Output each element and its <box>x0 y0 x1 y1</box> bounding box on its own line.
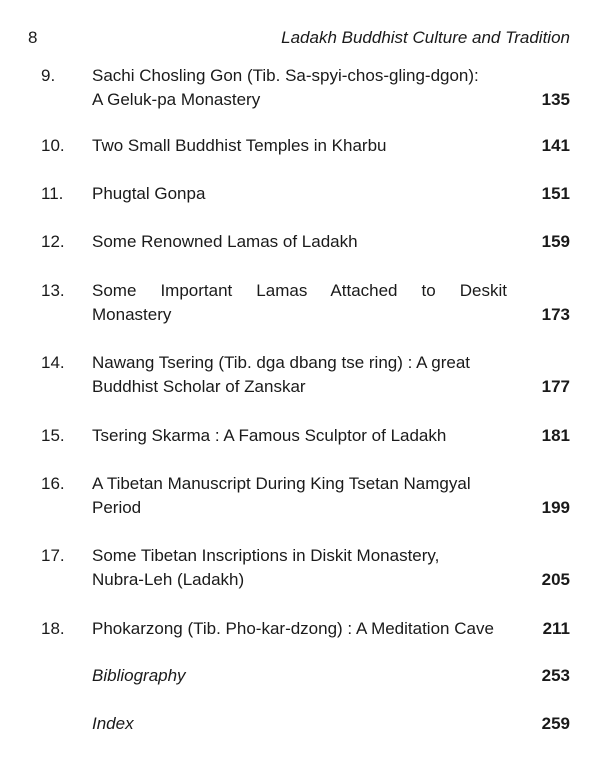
entry-number: 10. <box>41 136 65 155</box>
entry-page: 159 <box>541 232 570 251</box>
entry-number: 11. <box>41 184 64 203</box>
entry-title <box>92 182 507 206</box>
entry-title <box>92 472 507 520</box>
entry-number: 16. <box>41 474 65 493</box>
entry-title-line: Buddhist Scholar of Zanskar <box>92 377 306 396</box>
entry-number: 15. <box>41 426 65 445</box>
entry-number: 18. <box>41 619 65 638</box>
entry-title <box>92 351 507 399</box>
entry-title-line: Nawang Tsering (Tib. dga dbang tse ring) : A great <box>92 353 471 372</box>
entry-title-line: A Geluk-pa Monastery <box>92 90 261 109</box>
entry-number: 17. <box>41 546 65 565</box>
entry-title-line: Phokarzong (Tib. Pho-kar-dzong) : A Meditation Cave <box>92 619 494 638</box>
entry-number: 13. <box>41 281 65 300</box>
entry-title <box>92 64 507 112</box>
entry-title-line: Monastery <box>92 305 172 324</box>
entry-page: 259 <box>541 714 570 733</box>
entry-title-line: Tsering Skarma : A Famous Sculptor of Ladakh <box>92 426 447 445</box>
entry-title-line: Some Renowned Lamas of Ladakh <box>92 232 358 251</box>
entry-title <box>92 279 507 327</box>
entry-page: 151 <box>541 184 570 203</box>
entry-title <box>92 230 507 254</box>
entry-title-line: Some Important Lamas Attached to Deskit <box>92 281 507 300</box>
entry-title-line: A Tibetan Manuscript During King Tsetan Namgyal <box>92 474 471 493</box>
back-matter-title: Bibliography <box>92 666 186 685</box>
entry-page: 173 <box>541 305 570 324</box>
entry-page: 135 <box>541 90 570 109</box>
page-number: 8 <box>28 28 38 47</box>
entry-title-line: Nubra-Leh (Ladakh) <box>92 570 245 589</box>
entry-title <box>92 544 507 592</box>
entry-title <box>92 617 507 641</box>
entry-number: 14. <box>41 353 65 372</box>
entry-number: 12. <box>41 232 65 251</box>
entry-page: 181 <box>541 426 570 445</box>
entry-page: 205 <box>541 570 570 589</box>
entry-page: 211 <box>542 619 570 638</box>
entry-title <box>92 134 507 158</box>
back-matter-title: Index <box>92 714 134 733</box>
running-title: Ladakh Buddhist Culture and Tradition <box>281 28 570 47</box>
entry-page: 199 <box>541 498 570 517</box>
entry-title-line: Sachi Chosling Gon (Tib. Sa-spyi-chos-gling-dgon): <box>92 66 479 85</box>
entry-page: 253 <box>541 666 570 685</box>
entry-page: 177 <box>541 377 570 396</box>
entry-number: 9. <box>41 66 56 85</box>
entry-title <box>92 424 507 448</box>
entry-page: 141 <box>541 136 570 155</box>
entry-title-line: Some Tibetan Inscriptions in Diskit Monastery, <box>92 546 440 565</box>
entry-title-line: Phugtal Gonpa <box>92 184 206 203</box>
entry-title-line: Two Small Buddhist Temples in Kharbu <box>92 136 387 155</box>
entry-title-line: Period <box>92 498 142 517</box>
